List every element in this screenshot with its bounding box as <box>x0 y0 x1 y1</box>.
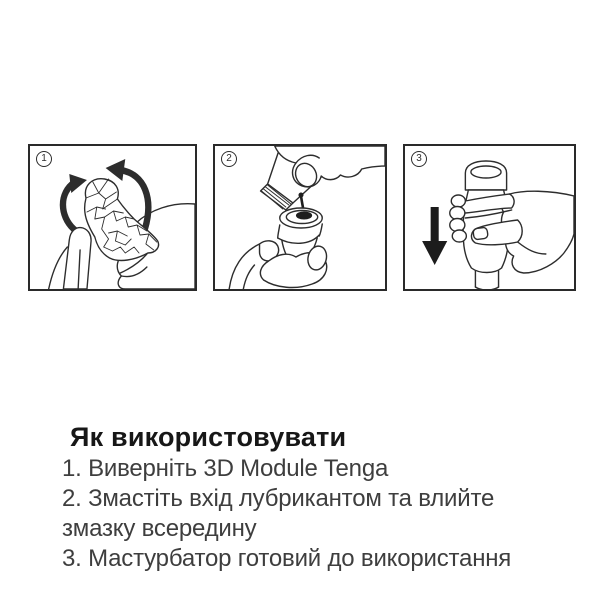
how-to-step-line-3: 3. Мастурбатор готовий до використання <box>62 545 512 572</box>
step-panel-3 <box>403 144 576 291</box>
step2-illustration-pour-lubricant <box>215 146 385 289</box>
step-number-badge-3: 3 <box>411 151 427 167</box>
step-panel-2 <box>213 144 387 291</box>
step3-illustration-ready-device <box>405 146 574 289</box>
how-to-step-line-2: 2. Змастіть вхід лубрикантом та влийте <box>62 485 495 512</box>
how-to-step-line-1: 1. Виверніть 3D Module Tenga <box>62 455 389 482</box>
step1-illustration-flip-inside-out <box>30 146 195 289</box>
how-to-title: Як використовувати <box>70 422 347 452</box>
step-number-badge-2: 2 <box>221 151 237 167</box>
how-to-section <box>62 423 562 574</box>
instruction-panels <box>28 144 576 291</box>
step-number-badge-1: 1 <box>36 151 52 167</box>
step-panel-1 <box>28 144 197 291</box>
how-to-step-line-2-wrap: змазку всередину <box>62 515 257 542</box>
